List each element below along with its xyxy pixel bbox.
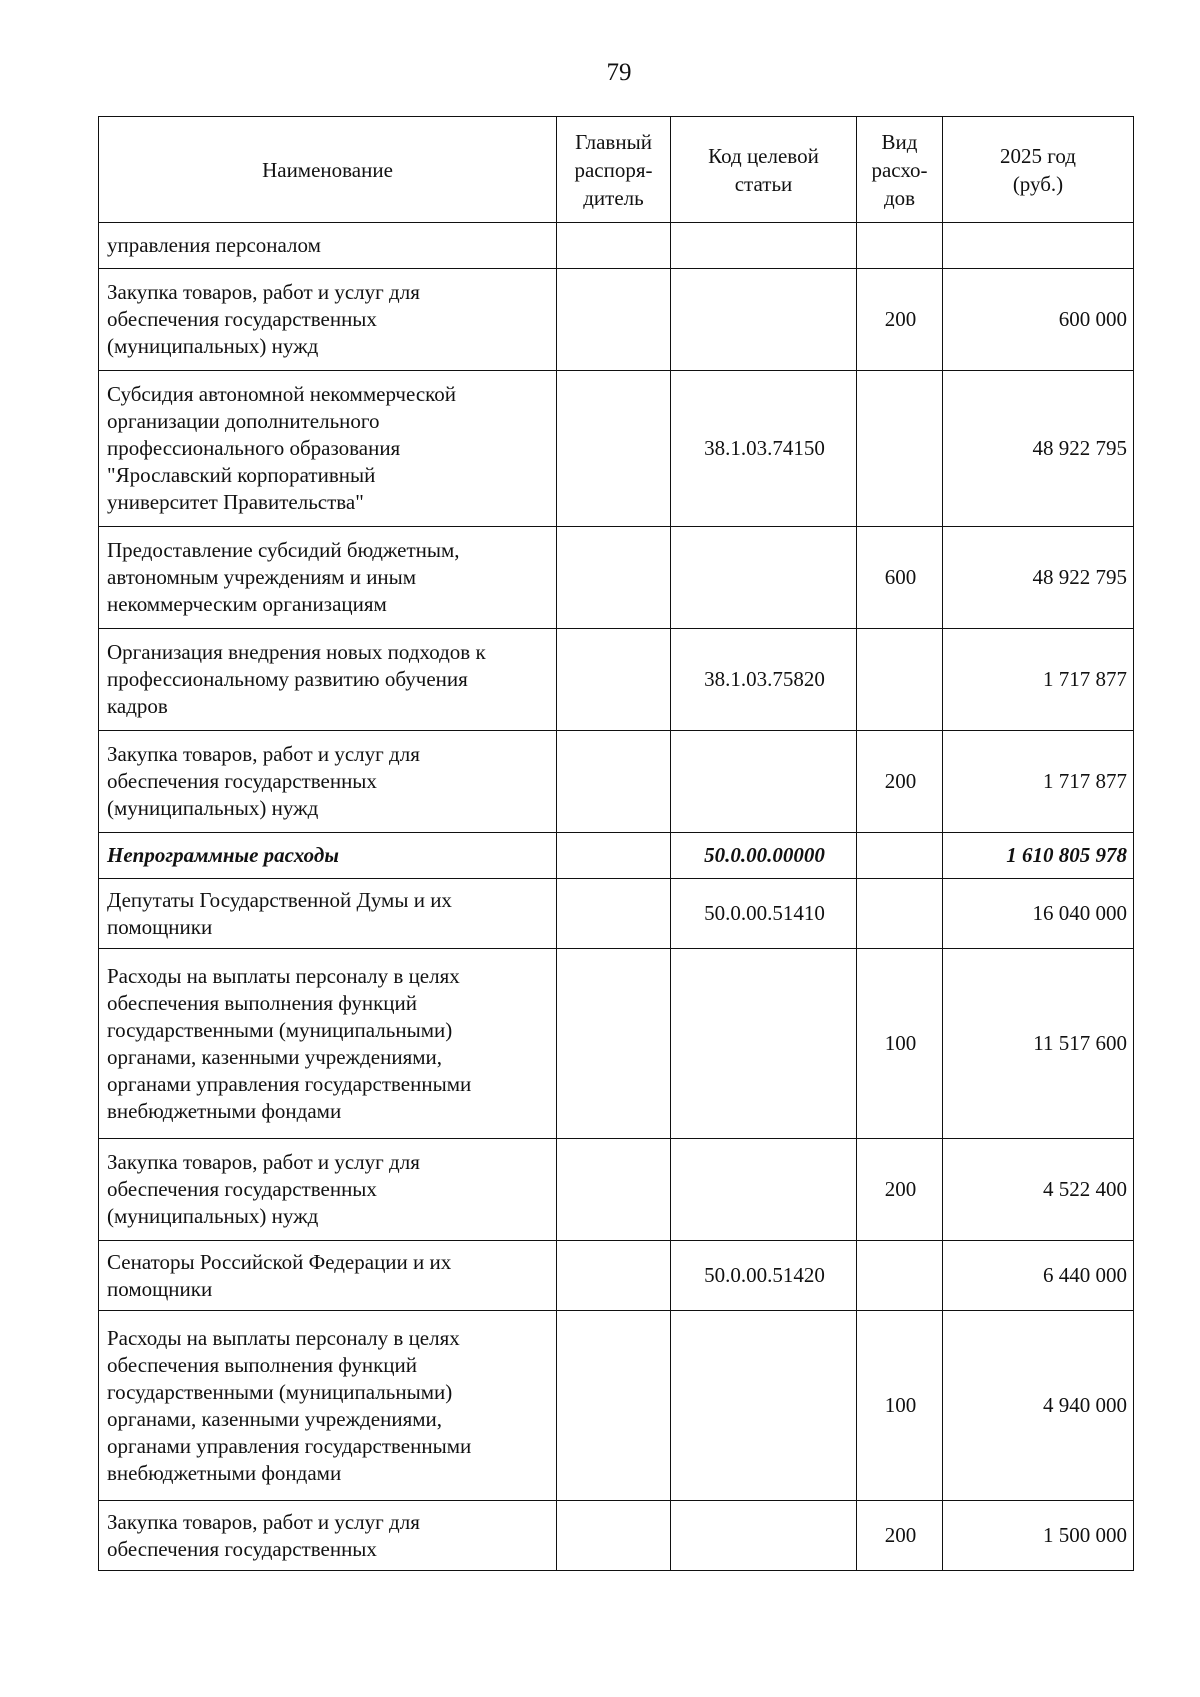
cell-chief [557, 629, 671, 731]
cell-vid: 100 [857, 1311, 943, 1501]
cell-name-line: Закупка товаров, работ и услуг для [107, 1150, 420, 1174]
cell-chief [557, 1501, 671, 1571]
cell-name-line: (муниципальных) нужд [107, 796, 319, 820]
cell-name-line: внебюджетными фондами [107, 1098, 342, 1123]
cell-name [99, 731, 557, 833]
cell-vid: 200 [857, 731, 943, 833]
table-row [99, 1241, 1134, 1311]
cell-vid: 100 [857, 949, 943, 1139]
cell-name-line: Закупка товаров, работ и услуг для [107, 1509, 420, 1534]
cell-name-line: "Ярославский корпоративный [107, 463, 376, 487]
table-row [99, 833, 1134, 879]
header-amount [943, 117, 1134, 223]
cell-name-line: помощники [107, 914, 213, 939]
cell-name-line: Сенаторы Российской Федерации и их [107, 1249, 452, 1274]
cell-code [671, 223, 857, 269]
cell-name [99, 833, 557, 879]
header-vid [857, 117, 943, 223]
cell-vid: 600 [857, 527, 943, 629]
cell-chief [557, 833, 671, 879]
header-chief-line: распоря- [574, 157, 653, 182]
table-row [99, 223, 1134, 269]
cell-name [99, 1311, 557, 1501]
cell-code: 38.1.03.75820 [671, 629, 857, 731]
cell-name-line: Непрограммные расходы [107, 843, 339, 867]
cell-name-line: органами управления государственными [107, 1071, 472, 1096]
cell-code: 50.0.00.00000 [671, 833, 857, 879]
cell-chief [557, 949, 671, 1139]
header-vid-line: дов [883, 185, 916, 210]
header-vid-line: расхо- [871, 157, 928, 182]
cell-name-line: обеспечения государственных [107, 769, 377, 793]
cell-name-line: государственными (муниципальными) [107, 1017, 453, 1042]
cell-amount: 48 922 795 [943, 527, 1134, 629]
cell-vid: 200 [857, 1501, 943, 1571]
table-row [99, 879, 1134, 949]
cell-chief [557, 1241, 671, 1311]
cell-code: 50.0.00.51420 [671, 1241, 857, 1311]
table-row [99, 1311, 1134, 1501]
cell-vid [857, 833, 943, 879]
cell-name-line: органами управления государственными [107, 1433, 472, 1458]
cell-code [671, 1501, 857, 1571]
header-amount-line: 2025 год [1000, 143, 1076, 168]
cell-name-line: Субсидия автономной некоммерческой [107, 382, 457, 406]
cell-name-line: органами, казенными учреждениями, [107, 1406, 443, 1431]
table-body [99, 223, 1134, 1571]
cell-name-line: некоммерческим организациям [107, 592, 387, 616]
cell-chief [557, 269, 671, 371]
table-row [99, 731, 1134, 833]
cell-name [99, 269, 557, 371]
cell-name-line: обеспечения выполнения функций [107, 1352, 418, 1377]
cell-code: 50.0.00.51410 [671, 879, 857, 949]
table-header [99, 117, 1134, 223]
cell-name-line: Расходы на выплаты персоналу в целях [107, 1325, 460, 1350]
cell-name [99, 371, 557, 527]
table-row [99, 269, 1134, 371]
cell-amount [943, 223, 1134, 269]
cell-vid [857, 629, 943, 731]
cell-name-line: Закупка товаров, работ и услуг для [107, 280, 420, 304]
cell-chief [557, 1139, 671, 1241]
header-name-text: Наименование [262, 157, 393, 182]
cell-amount: 4 940 000 [943, 1311, 1134, 1501]
cell-name-line: профессиональному развитию обучения [107, 667, 468, 691]
cell-chief [557, 371, 671, 527]
header-chief-line: дитель [583, 185, 644, 210]
header-code-line: статьи [734, 171, 793, 196]
cell-name-line: профессионального образования [107, 436, 401, 460]
cell-name-line: университет Правительства" [107, 490, 364, 514]
cell-amount: 600 000 [943, 269, 1134, 371]
cell-name-line: (муниципальных) нужд [107, 1204, 319, 1228]
cell-chief [557, 879, 671, 949]
table-row [99, 1139, 1134, 1241]
cell-chief [557, 731, 671, 833]
table-row [99, 371, 1134, 527]
cell-name-line: обеспечения государственных [107, 1177, 377, 1201]
cell-code [671, 1139, 857, 1241]
cell-amount: 11 517 600 [943, 949, 1134, 1139]
cell-name [99, 1139, 557, 1241]
cell-chief [557, 1311, 671, 1501]
cell-name-line: государственными (муниципальными) [107, 1379, 453, 1404]
cell-name-line: управления персоналом [107, 233, 321, 257]
cell-amount: 16 040 000 [943, 879, 1134, 949]
cell-name [99, 879, 557, 949]
cell-name [99, 1501, 557, 1571]
cell-name-line: организации дополнительного [107, 409, 380, 433]
header-code-line: Код целевой [708, 143, 819, 168]
cell-amount: 4 522 400 [943, 1139, 1134, 1241]
cell-name-line: обеспечения выполнения функций [107, 990, 418, 1015]
cell-name [99, 223, 557, 269]
cell-amount: 1 717 877 [943, 731, 1134, 833]
cell-chief [557, 223, 671, 269]
cell-name-line: Депутаты Государственной Думы и их [107, 887, 452, 912]
header-code [671, 117, 857, 223]
cell-name-line: (муниципальных) нужд [107, 334, 319, 358]
table-row [99, 1501, 1134, 1571]
cell-name-line: обеспечения государственных [107, 1536, 377, 1561]
cell-code [671, 269, 857, 371]
cell-name [99, 527, 557, 629]
cell-code [671, 731, 857, 833]
cell-amount: 1 717 877 [943, 629, 1134, 731]
cell-amount: 48 922 795 [943, 371, 1134, 527]
cell-name-line: Закупка товаров, работ и услуг для [107, 742, 420, 766]
header-vid-line: Вид [881, 129, 918, 154]
cell-amount: 1 610 805 978 [943, 833, 1134, 879]
cell-vid [857, 879, 943, 949]
cell-name-line: автономным учреждениям и иным [107, 565, 417, 589]
budget-table [98, 116, 1134, 1571]
cell-code [671, 1311, 857, 1501]
cell-vid [857, 223, 943, 269]
cell-vid: 200 [857, 269, 943, 371]
cell-chief [557, 527, 671, 629]
table-row [99, 629, 1134, 731]
cell-name-line: внебюджетными фондами [107, 1460, 342, 1485]
cell-name-line: Расходы на выплаты персоналу в целях [107, 963, 460, 988]
table-row [99, 527, 1134, 629]
cell-name-line: Организация внедрения новых подходов к [107, 640, 486, 664]
page-number: 79 [606, 59, 632, 86]
cell-name-line: помощники [107, 1276, 213, 1301]
cell-code: 38.1.03.74150 [671, 371, 857, 527]
table-row [99, 949, 1134, 1139]
cell-name-line: обеспечения государственных [107, 307, 377, 331]
header-chief [557, 117, 671, 223]
cell-name-line: органами, казенными учреждениями, [107, 1044, 443, 1069]
cell-name [99, 949, 557, 1139]
cell-amount: 1 500 000 [943, 1501, 1134, 1571]
cell-name [99, 629, 557, 731]
header-chief-line: Главный [575, 129, 652, 154]
cell-vid: 200 [857, 1139, 943, 1241]
header-amount-line: (руб.) [1012, 171, 1064, 196]
cell-name-line: кадров [107, 694, 168, 718]
cell-amount: 6 440 000 [943, 1241, 1134, 1311]
cell-code [671, 527, 857, 629]
cell-code [671, 949, 857, 1139]
cell-vid [857, 1241, 943, 1311]
cell-vid [857, 371, 943, 527]
cell-name [99, 1241, 557, 1311]
header-name [99, 117, 557, 223]
cell-name-line: Предоставление субсидий бюджетным, [107, 538, 460, 562]
